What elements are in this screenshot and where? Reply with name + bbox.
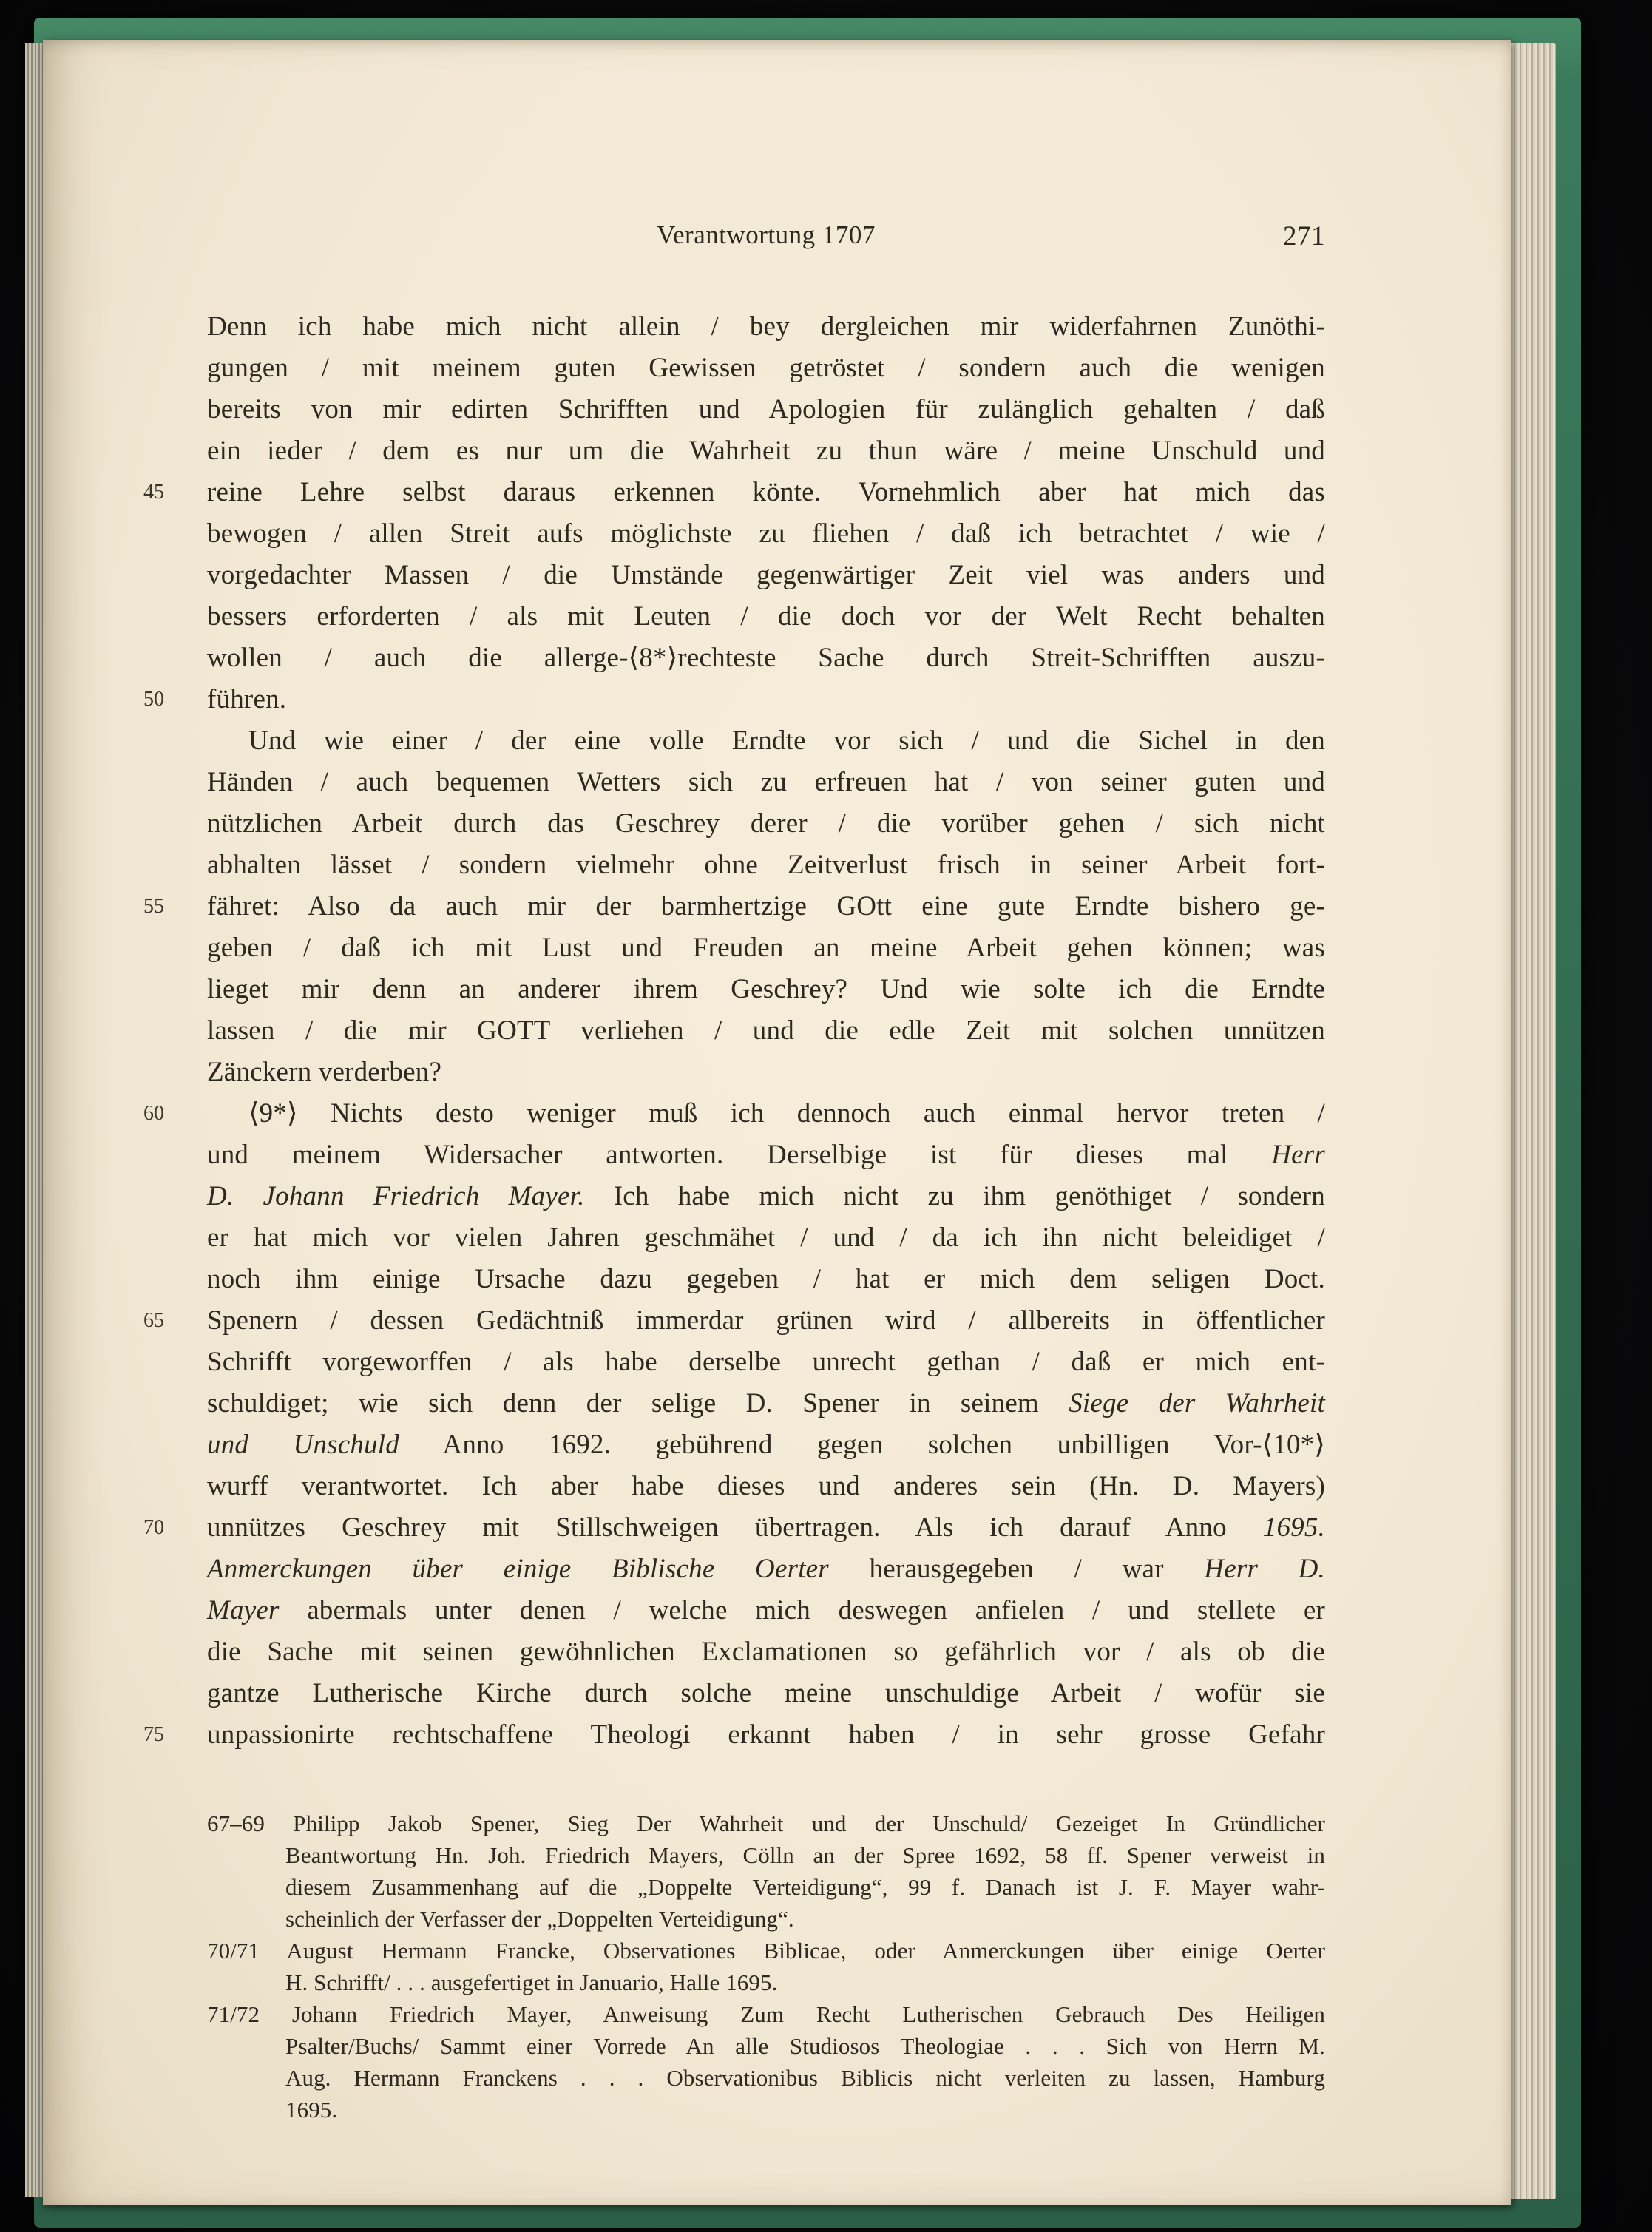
text-line bbox=[207, 1052, 1325, 1093]
text-line bbox=[207, 1259, 1325, 1300]
text-run: lassen / die mir GOTT verliehen / und die edle Zeit mit solchen unnützen bbox=[207, 1015, 1325, 1046]
text-run: Denn ich habe mich nicht allein / bey dergleichen mir widerfahrnen Zunöthi- bbox=[207, 311, 1325, 342]
text-run: gantze Lutherische Kirche durch solche meine unschuldige Arbeit / wofür sie bbox=[207, 1678, 1325, 1708]
text-run: er hat mich vor vielen Jahren geschmähet / und / da ich ihn nicht beleidiget / bbox=[207, 1222, 1325, 1253]
text-run: Anno 1692. gebührend gegen solchen unbilligen Vor-⟨10*⟩ bbox=[399, 1430, 1325, 1460]
italic-text-run: D. Johann Friedrich Mayer. bbox=[207, 1181, 585, 1211]
footnote-line: 71/72 Johann Friedrich Mayer, Anweisung Zum Recht Lutherischen Gebrauch Des Heiligen bbox=[207, 2001, 1325, 2027]
text-run: Ich habe mich nicht zu ihm genöthiget / sondern bbox=[584, 1181, 1325, 1211]
text-run: bewogen / allen Streit aufs möglichste zu fliehen / daß ich betrachtet / wie / bbox=[207, 518, 1325, 549]
line-number: 50 bbox=[143, 688, 164, 711]
text-line bbox=[207, 927, 1325, 969]
text-run: unnützes Geschrey mit Stillschweigen übertragen. Als ich darauf Anno bbox=[207, 1512, 1263, 1543]
line-number: 45 bbox=[143, 481, 164, 504]
text-line bbox=[143, 1507, 1325, 1549]
text-run: nützlichen Arbeit durch das Geschrey derer / die vorüber gehen / sich nicht bbox=[207, 808, 1325, 839]
italic-text-run: Herr bbox=[1271, 1140, 1325, 1170]
text-run: Zänckern verderben? bbox=[207, 1057, 442, 1087]
footnote-line: Beantwortung Hn. Joh. Friedrich Mayers, Cölln an der Spree 1692, 58 ff. Spener verweist in bbox=[285, 1842, 1325, 1868]
text-line bbox=[207, 348, 1325, 389]
text-run: führen. bbox=[207, 684, 287, 714]
footnote-line: scheinlich der Verfasser der „Doppelten Verteidigung“. bbox=[285, 1906, 794, 1932]
text-line bbox=[207, 1631, 1325, 1673]
text-line bbox=[207, 803, 1325, 845]
footnote-line: H. Schrifft/ . . . ausgefertiget in Januario, Halle 1695. bbox=[285, 1969, 778, 1995]
running-head bbox=[207, 220, 1325, 256]
text-run: Spenern / dessen Gedächtniß immerdar grünen wird / allbereits in öffentlicher bbox=[207, 1305, 1325, 1336]
text-run: Schrifft vorgeworffen / als habe derselbe unrecht gethan / daß er mich ent- bbox=[207, 1347, 1325, 1377]
body-text bbox=[143, 306, 1326, 1756]
text-line bbox=[207, 1673, 1325, 1714]
text-line bbox=[207, 555, 1325, 596]
line-number: 70 bbox=[143, 1516, 164, 1539]
page-number: 271 bbox=[1283, 221, 1325, 251]
text-line bbox=[143, 1714, 1325, 1756]
text-run: reine Lehre selbst daraus erkennen könte. Vornehmlich aber hat mich das bbox=[207, 477, 1325, 507]
footnote-line: 67–69 Philipp Jakob Spener, Sieg Der Wahrheit und der Unschuld/ Gezeiget In Gründlicher bbox=[207, 1810, 1325, 1836]
line-number: 55 bbox=[143, 895, 164, 918]
text-run: und meinem Widersacher antworten. Derselbige ist für dieses mal bbox=[207, 1140, 1272, 1170]
text-run: Und wie einer / der eine volle Erndte vor sich / und die Sichel in den bbox=[248, 726, 1325, 756]
italic-text-run: 1695. bbox=[1262, 1512, 1325, 1543]
text-line bbox=[207, 430, 1325, 472]
text-line bbox=[143, 679, 1325, 720]
text-run: Händen / auch bequemen Wetters sich zu erfreuen hat / von seiner guten und bbox=[207, 767, 1325, 797]
text-run: bereits von mir edirten Schrifften und Apologien für zulänglich gehalten / daß bbox=[207, 394, 1325, 425]
text-line bbox=[143, 472, 1325, 513]
text-line bbox=[207, 1590, 1325, 1631]
text-run: wurff verantwortet. Ich aber habe dieses und anderes sein (Hn. D. Mayers) bbox=[207, 1471, 1325, 1501]
footnote-line: 70/71 August Hermann Francke, Observationes Biblicae, oder Anmerckungen über einige Oerter bbox=[207, 1938, 1325, 1964]
text-run: abhalten lässet / sondern vielmehr ohne Zeitverlust frisch in seiner Arbeit fort- bbox=[207, 850, 1325, 880]
text-line bbox=[207, 1549, 1325, 1590]
text-run: lieget mir denn an anderer ihrem Geschrey? Und wie solte ich die Erndte bbox=[207, 974, 1325, 1004]
text-line bbox=[207, 1010, 1325, 1052]
text-line bbox=[143, 886, 1325, 927]
text-line bbox=[207, 1134, 1325, 1176]
line-number: 60 bbox=[143, 1102, 164, 1125]
text-line bbox=[207, 720, 1325, 762]
text-block bbox=[143, 40, 1326, 2205]
text-run: ⟨9*⟩ Nichts desto weniger muß ich dennoch auch einmal hervor treten / bbox=[248, 1098, 1325, 1129]
text-run: unpassionirte rechtschaffene Theologi erkannt haben / in sehr grosse Gefahr bbox=[207, 1719, 1325, 1750]
text-line bbox=[207, 306, 1325, 348]
italic-text-run: Herr D. bbox=[1204, 1554, 1326, 1584]
footnote-line: Aug. Hermann Franckens . . . Observationibus Biblicis nicht verleiten zu lassen, Hamburg bbox=[285, 2065, 1325, 2091]
text-run: herausgegeben / war bbox=[828, 1554, 1205, 1584]
italic-text-run: Siege der Wahrheit bbox=[1069, 1388, 1325, 1418]
text-line bbox=[207, 1342, 1325, 1383]
text-run: geben / daß ich mit Lust und Freuden an meine Arbeit gehen können; was bbox=[207, 933, 1325, 963]
italic-text-run: Anmerckungen über einige Biblische Oerter bbox=[207, 1554, 829, 1584]
text-run: ein ieder / dem es nur um die Wahrheit zu thun wäre / meine Unschuld und bbox=[207, 436, 1325, 466]
footnote-line: 1695. bbox=[285, 2097, 338, 2123]
book-page bbox=[43, 40, 1511, 2205]
text-run: schuldiget; wie sich denn der selige D. Spener in seinem bbox=[207, 1388, 1069, 1418]
running-title: Verantwortung 1707 bbox=[657, 220, 876, 249]
footnote-line: diesem Zusammenhang auf die „Doppelte Verteidigung“, 99 f. Danach ist J. F. Mayer wahr- bbox=[285, 1874, 1325, 1900]
text-line bbox=[207, 389, 1325, 430]
text-run: wollen / auch die allerge-⟨8*⟩rechteste Sache durch Streit-Schrifften auszu- bbox=[207, 643, 1325, 673]
text-run: abermals unter denen / welche mich deswegen anfielen / und stellete er bbox=[279, 1595, 1325, 1626]
text-run: fähret: Also da auch mir der barmhertzige GOtt eine gute Erndte bishero ge- bbox=[207, 891, 1325, 921]
text-line bbox=[207, 969, 1325, 1010]
text-run: bessers erforderten / als mit Leuten / die doch vor der Welt Recht behalten bbox=[207, 601, 1325, 632]
text-run: noch ihm einige Ursache dazu gegeben / hat er mich dem seligen Doct. bbox=[207, 1264, 1325, 1294]
text-line bbox=[143, 1300, 1325, 1342]
text-line bbox=[207, 596, 1325, 638]
text-line bbox=[207, 845, 1325, 886]
text-line bbox=[143, 1093, 1325, 1134]
line-number: 65 bbox=[143, 1309, 164, 1332]
text-line bbox=[207, 1176, 1325, 1217]
text-run: die Sache mit seinen gewöhnlichen Exclamationen so gefährlich vor / als ob die bbox=[207, 1637, 1325, 1667]
footnote-line: Psalter/Buchs/ Sammt einer Vorrede An alle Studiosos Theologiae . . . Sich von Herrn M. bbox=[285, 2033, 1325, 2059]
text-line bbox=[207, 1424, 1325, 1466]
text-line bbox=[207, 762, 1325, 803]
text-run: gungen / mit meinem guten Gewissen getröstet / sondern auch die wenigen bbox=[207, 353, 1325, 383]
text-line bbox=[207, 638, 1325, 679]
italic-text-run: und Unschuld bbox=[207, 1430, 399, 1460]
footnotes bbox=[207, 1807, 1325, 2126]
text-line bbox=[207, 1466, 1325, 1507]
line-number: 75 bbox=[143, 1723, 164, 1746]
text-line bbox=[207, 513, 1325, 555]
italic-text-run: Mayer bbox=[207, 1595, 280, 1626]
text-line bbox=[207, 1217, 1325, 1259]
text-run: vorgedachter Massen / die Umstände gegenwärtiger Zeit viel was anders und bbox=[207, 560, 1325, 590]
text-line bbox=[207, 1383, 1325, 1424]
